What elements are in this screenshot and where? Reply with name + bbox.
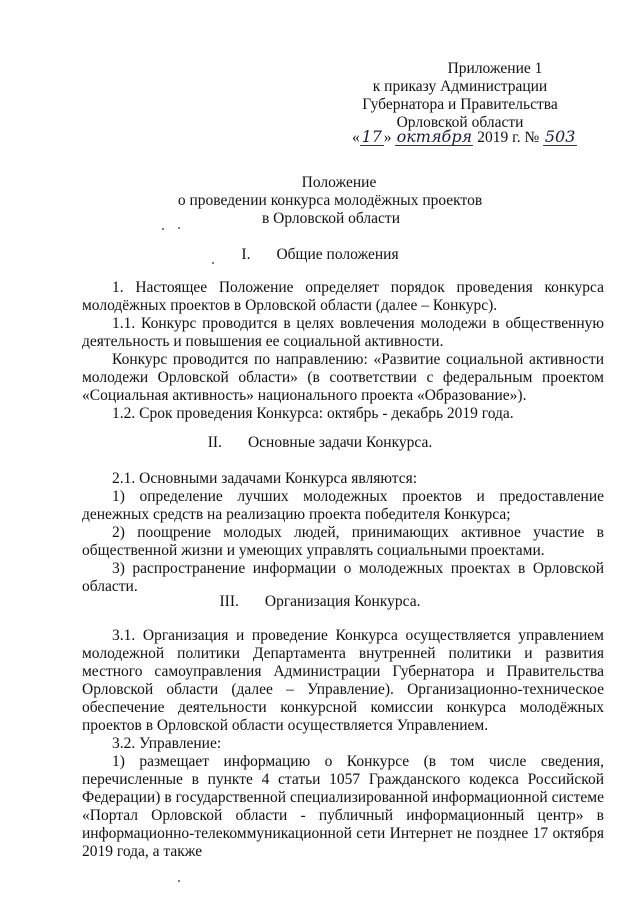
date-open-quote: « [352, 129, 360, 146]
scan-speck [178, 880, 180, 882]
section-1-body [82, 279, 604, 423]
paragraph-2-1: 2.1. Основными задачами Конкурса являются: [112, 470, 418, 487]
scan-speck [162, 228, 164, 230]
order-date-line [352, 129, 612, 147]
date-year-label: 2019 г. № [477, 129, 540, 146]
task-item-3: 3) распространение информации о молодежных проектах в Орловской области. [82, 560, 604, 595]
date-close-quote: » [383, 129, 392, 146]
management-item-1: 1) размещает информацию о Конкурсе (в том числе сведения, перечисленные в пункте 4 статьи 1057 Гражданского кодекса Российской Федерации) в государственной специализированной информационной системе «Портал Орловской области - публичный информационный центр» в информационно-телекоммуникационной сети Интернет не позднее 17 октября 2019 года, а также [82, 753, 604, 860]
task-item-2: 2) поощрение молодых людей, принимающих активное участие в общественной жизни и умеющих управлять социальными проектами. [82, 524, 604, 559]
appendix-region-line: Орловской области [396, 114, 524, 131]
section-3-body [82, 627, 604, 861]
paragraph-1-1: 1.1. Конкурс проводится в целях вовлечения молодежи в общественную деятельность и повышения ее социальной активности. [82, 315, 604, 350]
section-2-heading [0, 434, 640, 452]
appendix-header [330, 60, 590, 132]
handwritten-day: 17 [361, 127, 382, 146]
paragraph-1-2: 1.2. Срок проведения Конкурса: октябрь - декабрь 2019 года. [112, 405, 514, 422]
handwritten-order-number: 503 [544, 127, 576, 146]
document-title [0, 174, 640, 228]
section-2-title: Основные задачи Конкурса. [247, 434, 433, 451]
appendix-authority-line: Губернатора и Правительства [362, 96, 558, 113]
title-line-2: о проведении конкурса молодёжных проектов [177, 192, 483, 209]
paragraph-1: 1. Настоящее Положение определяет порядок проведения конкурса молодёжных проектов в Орловской области (далее – Конкурс). [82, 279, 604, 314]
section-3-heading [0, 593, 640, 611]
title-line-3: в Орловской области [261, 210, 400, 227]
paragraph-3-2: 3.2. Управление: [112, 735, 222, 752]
handwritten-month: октября [396, 127, 473, 146]
task-item-1: 1) определение лучших молодежных проектов и предоставление денежных средств на реализацию проекта победителя Конкурса; [82, 488, 604, 523]
section-2-number: II. [207, 434, 222, 451]
title-line-1: Положение [301, 174, 377, 191]
section-1-number: I. [241, 246, 251, 263]
paragraph-direction: Конкурс проводится по направлению: «Развитие социальной активности молодежи Орловской области» (в соответствии с федеральным проектом «Социальная активность» национального проекта «Образование»). [82, 351, 604, 404]
section-1-heading [0, 246, 640, 264]
paragraph-3-1: 3.1. Организация и проведение Конкурса осуществляется управлением молодежной политики Департамента внутренней политики и развития местного самоуправления Администрации Губернатора и Правительства Орловской области (далее – Управление). Организационно-техническое обеспечение деятельности конкурсной комиссии конкурса молодёжных проектов в Орловской области осуществляется Управлением. [82, 627, 604, 734]
section-2-body [82, 470, 604, 596]
section-3-number: III. [219, 593, 239, 610]
scan-speck [178, 227, 180, 229]
section-3-title: Организация Конкурса. [264, 593, 421, 610]
section-1-title: Общие положения [276, 246, 399, 263]
appendix-order-line: к приказу Администрации [372, 78, 548, 95]
appendix-title: Приложение 1 [447, 60, 543, 77]
